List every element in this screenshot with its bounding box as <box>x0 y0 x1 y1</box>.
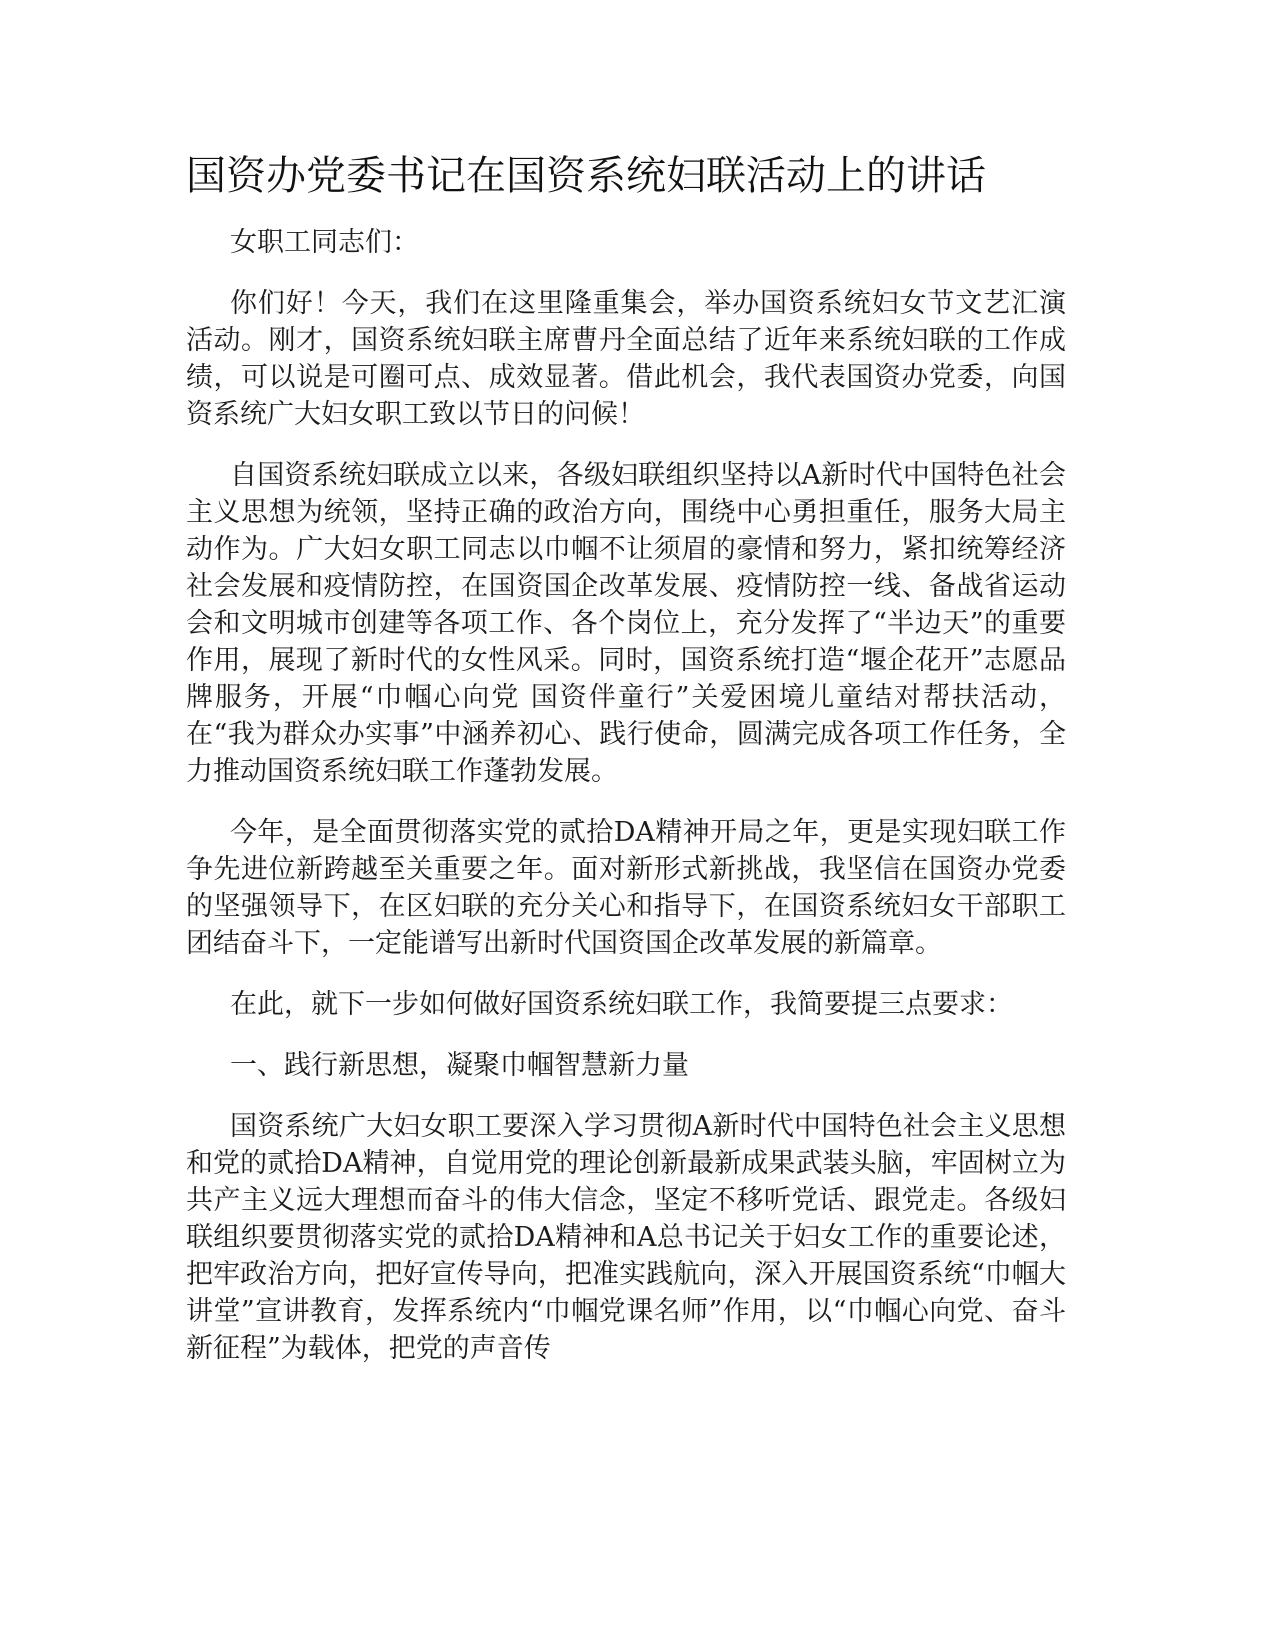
paragraph-achievements: 自国资系统妇联成立以来，各级妇联组织坚持以A新时代中国特色社会主义思想为统领，坚持正确的政治方向，围绕中心勇担重任，服务大局主动作为。广大妇女职工同志以巾帼不让须眉的豪情和努力，紧扣统筹经济社会发展和疫情防控，在国资国企改革发展、疫情防控一线、备战省运动会和文明城市创建等各项工作、各个岗位上，充分发挥了“半边天”的重要作用，展现了新时代的女性风采。同时，国资系统打造“堰企花开”志愿品牌服务，开展“巾帼心向党 国资伴童行”关爱困境儿童结对帮扶活动，在“我为群众办实事”中涵养初心、践行使命，圆满完成各项工作任务，全力推动国资系统妇联工作蓬勃发展。 <box>186 460 1066 787</box>
paragraph-this-year: 今年，是全面贯彻落实党的贰拾DA精神开局之年，更是实现妇联工作争先进位新跨越至关重要之年。面对新形式新挑战，我坚信在国资办党委的坚强领导下，在区妇联的充分关心和指导下，在国资系统妇女干部职工团结奋斗下，一定能谱写出新时代国资国企改革发展的新篇章。 <box>186 817 1066 959</box>
salutation: 女职工同志们： <box>230 227 419 258</box>
paragraph-greeting: 你们好！今天，我们在这里隆重集会，举办国资系统妇女节文艺汇演活动。刚才，国资系统妇联主席曹丹全面总结了近年来系统妇联的工作成绩，可以说是可圈可点、成效显著。借此机会，我代表国资办党委，向国资系统广大妇女职工致以节日的问候！ <box>186 288 1066 430</box>
paragraph-section-1: 国资系统广大妇女职工要深入学习贯彻A新时代中国特色社会主义思想和党的贰拾DA精神，自觉用党的理论创新最新成果武装头脑，牢固树立为共产主义远大理想而奋斗的伟大信念，坚定不移听党话、跟党走。各级妇联组织要贯彻落实党的贰拾DA精神和A总书记关于妇女工作的重要论述，把牢政治方向，把好宣传导向，把准实践航向，深入开展国资系统“巾帼大讲堂”宣讲教育，发挥系统内“巾帼党课名师”作用，以“巾帼心向党、奋斗新征程”为载体，把党的声音传 <box>186 1111 1066 1364</box>
section-heading-1: 一、践行新思想，凝聚巾帼智慧新力量 <box>230 1050 689 1081</box>
document-title: 国资办党委书记在国资系统妇联活动上的讲话 <box>186 153 986 199</box>
paragraph-requirements-intro: 在此，就下一步如何做好国资系统妇联工作，我简要提三点要求： <box>230 989 1013 1020</box>
document-page <box>186 148 1066 1391</box>
